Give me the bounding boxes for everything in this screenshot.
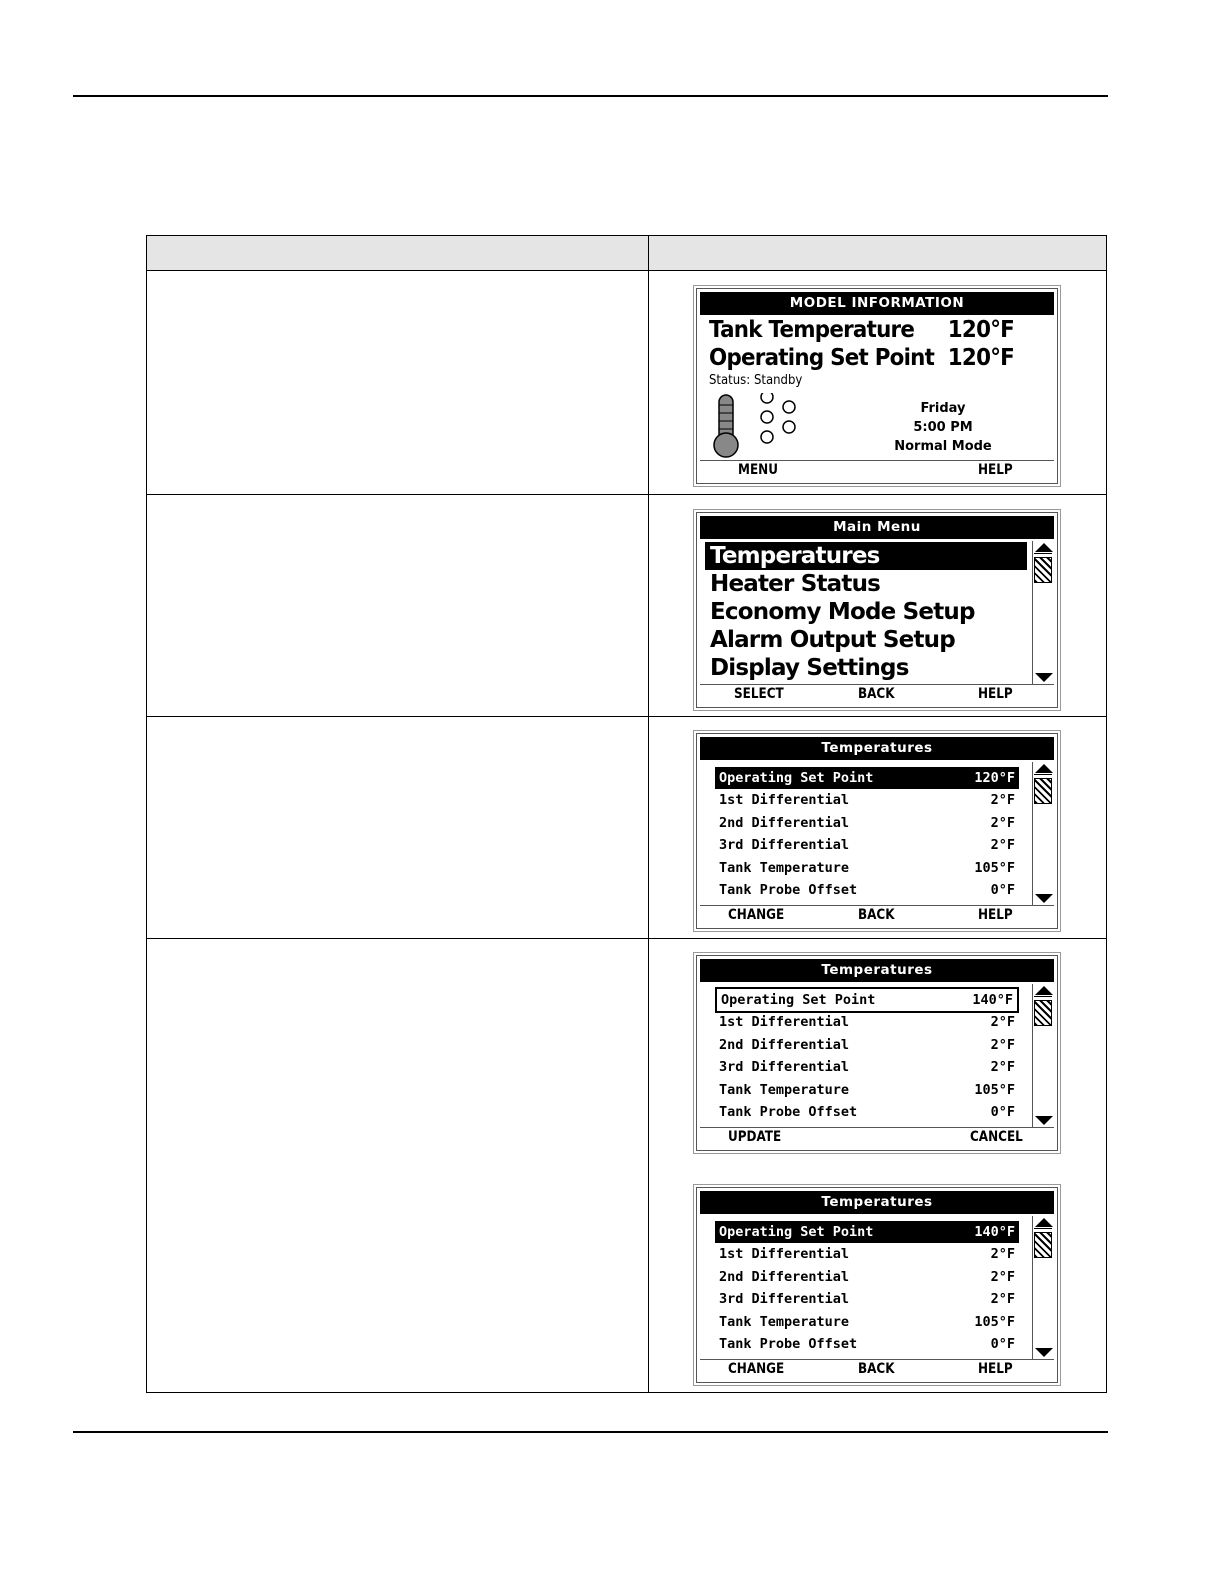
list-item-tank-temperature[interactable] [715,857,1019,879]
list-item-label: 1st Differential [719,1014,850,1031]
scrollbar[interactable] [1032,762,1053,905]
list-item-label: Tank Temperature [719,1081,850,1098]
list-item-label: Operating Set Point [719,770,874,786]
softkey-update[interactable]: UPDATE [728,1129,782,1145]
softkey-menu[interactable]: MENU [738,462,778,478]
list-item-value: 140°F [974,1224,1015,1240]
scroll-up-icon[interactable] [1035,764,1053,773]
list-item-3rd-differential[interactable] [715,1288,1019,1310]
list-item-value: 105°F [974,1081,1015,1098]
list-item-3rd-differential[interactable] [715,834,1019,856]
menu-item-heater-status[interactable]: Heater Status [710,571,881,597]
thermometer-icon [711,393,811,459]
list-item-operating-set-point[interactable] [715,767,1019,789]
list-item-value: 2°F [990,1246,1015,1263]
list-item-value: 0°F [990,881,1015,898]
scroll-down-icon[interactable] [1035,894,1053,903]
list-item-label: Tank Temperature [719,1313,850,1330]
menu-item-alarm-output-setup[interactable]: Alarm Output Setup [710,627,955,653]
list-item-2nd-differential[interactable] [715,1266,1019,1288]
list-item-value: 2°F [990,792,1015,809]
softkey-bar [700,1359,1054,1379]
display-cell [649,717,1107,939]
lcd-temperatures-edit [696,955,1058,1151]
list-item-label: Operating Set Point [719,1224,874,1240]
tank-temperature-value: 120°F [947,317,1015,343]
list-item-label: 3rd Differential [719,1059,850,1076]
list-item-value: 105°F [974,1313,1015,1330]
softkey-bar [700,684,1054,704]
softkey-change[interactable]: CHANGE [728,1361,785,1377]
lcd-temperatures [696,733,1058,929]
scroll-thumb[interactable] [1034,1000,1052,1026]
scroll-down-icon[interactable] [1035,1116,1053,1125]
footer-rule [73,1431,1108,1433]
list-item-value: 0°F [990,1103,1015,1120]
settings-list [715,767,1019,901]
set-point-value: 120°F [947,345,1015,371]
scroll-thumb[interactable] [1034,557,1052,583]
tank-temperature-line [709,317,1015,343]
datetime-info [883,399,1003,456]
scroll-up-icon[interactable] [1035,1218,1053,1227]
scrollbar[interactable] [1032,541,1053,684]
table-header-display [649,236,1107,271]
burner-indicator-icon [761,393,795,443]
table-row [147,495,1107,717]
list-item-operating-set-point[interactable] [715,987,1019,1013]
list-item-label: Operating Set Point [721,992,876,1008]
step-text-cell [147,495,649,717]
list-item-3rd-differential[interactable] [715,1056,1019,1078]
list-item-tank-probe-offset[interactable] [715,879,1019,901]
set-point-label: Operating Set Point [709,345,935,371]
list-item-label: 3rd Differential [719,1291,850,1308]
list-item-1st-differential[interactable] [715,1243,1019,1265]
status-text: Status: Standby [709,373,803,388]
list-item-value: 105°F [974,859,1015,876]
scroll-divider [1034,774,1052,775]
menu-item-economy-mode-setup[interactable]: Economy Mode Setup [710,599,975,625]
list-item-value: 2°F [990,814,1015,831]
list-item-label: 2nd Differential [719,1268,850,1285]
list-item-label: Tank Probe Offset [719,1103,858,1120]
lcd-main-menu [696,512,1058,708]
lcd-title: Temperatures [700,1191,1054,1214]
list-item-label: 1st Differential [719,792,850,809]
display-cell [649,495,1107,717]
softkey-help[interactable]: HELP [978,1361,1013,1377]
scrollbar[interactable] [1032,1216,1053,1359]
list-item-label: 1st Differential [719,1246,850,1263]
menu-list [705,542,1027,682]
lcd-model-information [696,288,1058,484]
softkey-help[interactable]: HELP [978,686,1013,702]
list-item-tank-temperature[interactable] [715,1311,1019,1333]
softkey-bar [700,1127,1054,1147]
lcd-title: MODEL INFORMATION [700,292,1054,315]
scroll-thumb[interactable] [1034,1232,1052,1258]
softkey-help[interactable]: HELP [978,462,1013,478]
scroll-up-icon[interactable] [1035,986,1053,995]
table-row [147,939,1107,1393]
list-item-tank-probe-offset[interactable] [715,1101,1019,1123]
display-cell [649,271,1107,495]
menu-item-display-settings[interactable]: Display Settings [710,655,909,681]
table-header-action [147,236,649,271]
list-item-value: 0°F [990,1335,1015,1352]
softkey-back[interactable]: BACK [858,907,895,923]
list-item-value: 120°F [974,770,1015,786]
list-item-value: 2°F [990,1268,1015,1285]
list-item-value: 2°F [990,1036,1015,1053]
softkey-bar [700,460,1054,480]
menu-item-temperatures[interactable]: Temperatures [705,542,1027,570]
settings-list [715,989,1019,1123]
lcd-title: Main Menu [700,516,1054,539]
softkey-help[interactable]: HELP [978,907,1013,923]
step-text-cell [147,717,649,939]
table-row [147,717,1107,939]
step-text-cell [147,939,649,1393]
scroll-down-icon[interactable] [1035,673,1053,682]
day-text: Friday [920,401,966,416]
set-point-line [709,345,1015,371]
scroll-thumb[interactable] [1034,778,1052,804]
display-cell [649,939,1107,1393]
scrollbar[interactable] [1032,984,1053,1127]
softkey-back[interactable]: BACK [858,686,895,702]
softkey-bar [700,905,1054,925]
list-item-2nd-differential[interactable] [715,812,1019,834]
list-item-label: 3rd Differential [719,837,850,854]
list-item-1st-differential[interactable] [715,1011,1019,1033]
list-item-label: Tank Probe Offset [719,881,858,898]
list-item-1st-differential[interactable] [715,789,1019,811]
lcd-title: Temperatures [700,959,1054,982]
list-item-value: 2°F [990,1291,1015,1308]
table-row [147,271,1107,495]
list-item-2nd-differential[interactable] [715,1034,1019,1056]
list-item-value: 2°F [990,837,1015,854]
scroll-up-icon[interactable] [1035,543,1053,552]
list-item-label: 2nd Differential [719,814,850,831]
table-header-row [147,236,1107,271]
scroll-divider [1034,1228,1052,1229]
lcd-temperatures-updated [696,1187,1058,1383]
list-item-label: Tank Temperature [719,859,850,876]
step-text-cell [147,271,649,495]
procedure-table [146,235,1107,1393]
softkey-cancel[interactable]: CANCEL [970,1129,1023,1145]
list-item-value[interactable]: 140°F [972,992,1013,1008]
scroll-down-icon[interactable] [1035,1348,1053,1357]
softkey-select[interactable]: SELECT [734,686,784,702]
list-item-value: 2°F [990,1059,1015,1076]
lcd-title: Temperatures [700,737,1054,760]
settings-list [715,1221,1019,1355]
list-item-tank-temperature[interactable] [715,1079,1019,1101]
tank-temperature-label: Tank Temperature [709,317,915,343]
time-text: 5:00 PM [913,420,973,435]
list-item-operating-set-point[interactable] [715,1221,1019,1243]
list-item-label: Tank Probe Offset [719,1335,858,1352]
list-item-value: 2°F [990,1014,1015,1031]
header-rule [73,95,1108,97]
softkey-back[interactable]: BACK [858,1361,895,1377]
softkey-change[interactable]: CHANGE [728,907,785,923]
list-item-tank-probe-offset[interactable] [715,1333,1019,1355]
scroll-divider [1034,553,1052,554]
list-item-label: 2nd Differential [719,1036,850,1053]
mode-text: Normal Mode [894,439,992,454]
scroll-divider [1034,996,1052,997]
